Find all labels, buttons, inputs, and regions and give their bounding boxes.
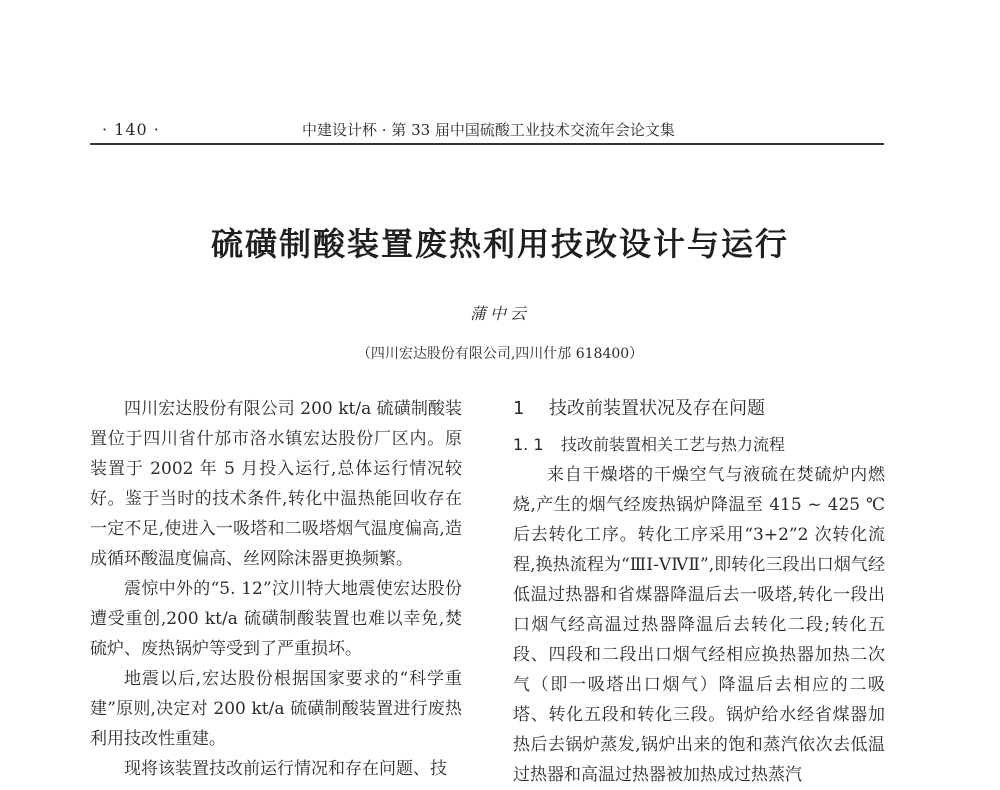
body-paragraph: 地震以后,宏达股份根据国家要求的“科学重建”原则,决定对 200 kt/a 硫磺制酸装置进行废热利用技改性重建。: [90, 669, 462, 749]
section-number: 1: [513, 398, 525, 419]
subsection-number: 1. 1: [513, 435, 544, 454]
author-name: 蒲中云: [469, 304, 530, 323]
page-number: · 140 ·: [102, 120, 160, 139]
left-column: [90, 394, 462, 784]
section-title: 技改前装置状况及存在问题: [549, 398, 765, 419]
header-rule: [90, 143, 884, 145]
author-affiliation: （四川宏达股份有限公司,四川什邡 618400）: [356, 346, 644, 362]
running-header: [90, 118, 884, 142]
journal-title: 中建设计杯 · 第 33 届中国硫酸工业技术交流年会论文集: [302, 121, 675, 139]
body-paragraph: 现将该装置技改前运行情况和存在问题、技: [124, 759, 447, 779]
right-column: [513, 394, 885, 790]
section-heading: [513, 394, 885, 424]
body-paragraph: 震惊中外的“5. 12”汶川特大地震使宏达股份遭受重创,200 kt/a 硫磺制酸装置也难以幸免,焚硫炉、废热锅炉等受到了严重损坏。: [90, 579, 462, 659]
article-title: 硫磺制酸装置废热利用技改设计与运行: [210, 225, 789, 263]
body-paragraph: 来自干燥塔的干燥空气与液硫在焚硫炉内燃烧,产生的烟气经废热锅炉降温至 415 ~ 425 ℃后去转化工序。转化工序采用“3+2”2 次转化流程,换热流程为“ⅢⅠ-ⅤⅣⅡ”,即转化三段出口烟气经低温过热器和省煤器降温后去一吸塔,转化一段出口烟气经高温过热器降温后去转化二段;转化五段、四段和二段出口烟气经相应换热器加热二次气（即一吸塔出口烟气）降温后去相应的二吸塔、转化五段和转化三段。锅炉给水经省煤器加热后去锅炉蒸发,锅炉出来的饱和蒸汽依次去低温过热器和高温过热器被加热成过热蒸汽: [513, 465, 885, 785]
subsection-title: 技改前装置相关工艺与热力流程: [561, 435, 786, 454]
subsection-heading: [513, 430, 885, 460]
body-paragraph: 四川宏达股份有限公司 200 kt/a 硫磺制酸装置位于四川省什邡市洛水镇宏达股份厂区内。原装置于 2002 年 5 月投入运行,总体运行情况较好。鉴于当时的技术条件,转化中温热能回收存在一定不足,使进入一吸塔和二吸塔烟气温度偏高,造成循环酸温度偏高、丝网除沫器更换频繁。: [90, 399, 462, 569]
